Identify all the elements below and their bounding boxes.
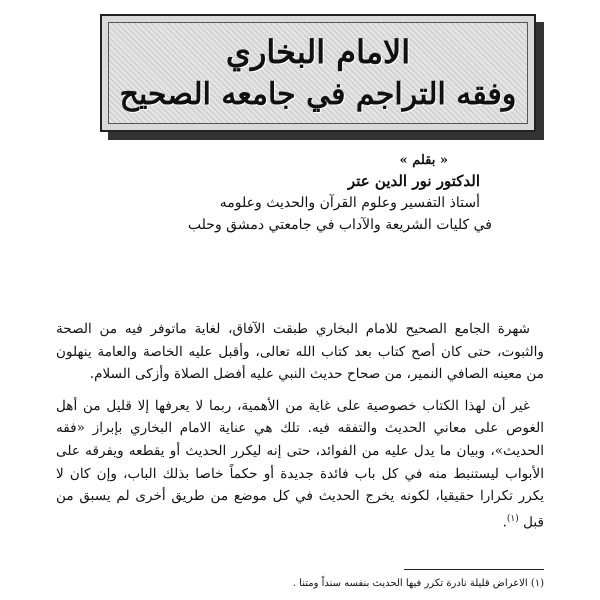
- author-role-line2: في كليات الشريعة والآداب في جامعتي دمشق وحلب: [187, 217, 492, 233]
- page-title: الامام البخاري: [225, 33, 411, 71]
- footnote-marker: (١): [506, 513, 519, 524]
- footnote: (١) الاعراض قليلة نادرة تكرر فيها الحديث بنفسه سنداً ومتنا .: [292, 578, 544, 589]
- by-label: « بقلم »: [399, 153, 448, 168]
- footnote-divider: [404, 569, 544, 570]
- paragraph-1: شهرة الجامع الصحيح للامام البخاري طبقت الآفاق، لغاية ماتوفر فيه من الصحة والثبوت، حتى كان أصح كتاب بعد كتاب الله تعالى، وأقبل عليه الخاصة والعامة ينهلون من معينه الصافي النمير، من صحاح حديث النبي عليه أفضل الصلاة وأزكى السلام.: [56, 321, 544, 383]
- author-name: الدكتور نور الدين عتر: [347, 172, 480, 190]
- paragraph-2-text: غير أن لهذا الكتاب خصوصية على غاية من الأهمية، ربما لا يعرفها إلا قليل من أهل الغوص على معاني الحديث والتفقه فيه. تلك هي عناية الامام البخاري بإبراز «فقه الحديث»، وبيان ما يدل عليه من الفوائد، حتى إنه ليكرر الحديث أو يقطعه ويفرقه على الأبواب ليستنبط منه في كل باب فائدة جديدة أو حكماً خاصا بذلك الباب، وإن كان لا يكرر تكرارا حقيقيا، لكونه يخرج الحديث في كل موضع من طريق أخرى لم يسبق من قبل: [56, 397, 544, 531]
- page-subtitle: وفقه التراجم في جامعه الصحيح: [119, 77, 517, 112]
- author-role-line1: أستاذ التفسير وعلوم القرآن والحديث وعلومه: [219, 195, 480, 211]
- title-panel: [108, 22, 528, 124]
- article-body: [56, 318, 544, 534]
- paragraph-2: غير أن لهذا الكتاب خصوصية على غاية من الأهمية، ربما لا يعرفها إلا قليل من أهل الغوص على معاني الحديث والتفقه فيه. تلك هي عناية الامام البخاري بإبراز «فقه الحديث»، وبيان ما يدل عليه من الفوائد، حتى إنه ليكرر الحديث أو يقطعه ويفرقه على الأبواب ليستنبط منه في كل باب فائدة جديدة أو حكماً خاصا بذلك الباب، وإن كان لا يكرر تكرارا حقيقيا، لكونه يخرج الحديث في كل موضع من طريق أخرى لم يسبق من قبل $^{(١)}$.: [56, 397, 544, 531]
- author-block: [80, 152, 540, 236]
- title-frame: [100, 14, 536, 132]
